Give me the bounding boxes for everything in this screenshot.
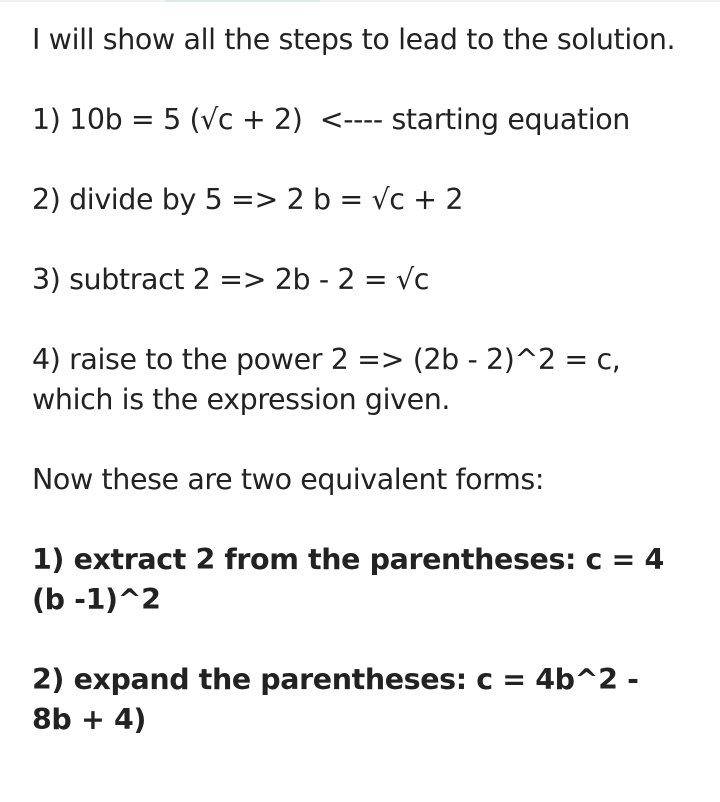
top-divider (0, 0, 720, 2)
step-3: 3) subtract 2 => 2b - 2 = √c (32, 263, 429, 296)
step-4: 4) raise to the power 2 => (2b - 2)^2 = c, which is the expression given. (32, 343, 630, 416)
equivalent-form-2: 2) expand the parentheses: c = 4b^2 - 8b + 4) (32, 663, 649, 736)
answer-intro: I will show all the steps to lead to the solution. (32, 23, 676, 56)
step-2: 2) divide by 5 => 2 b = √c + 2 (32, 183, 464, 216)
forms-intro: Now these are two equivalent forms: (32, 463, 545, 496)
equivalent-form-1: 1) extract 2 from the parentheses: c = 4 (b -1)^2 (32, 543, 674, 616)
top-divider-accent (165, 0, 320, 2)
answer-body (32, 20, 682, 740)
step-1: 1) 10b = 5 (√c + 2) <---- starting equation (32, 103, 630, 136)
